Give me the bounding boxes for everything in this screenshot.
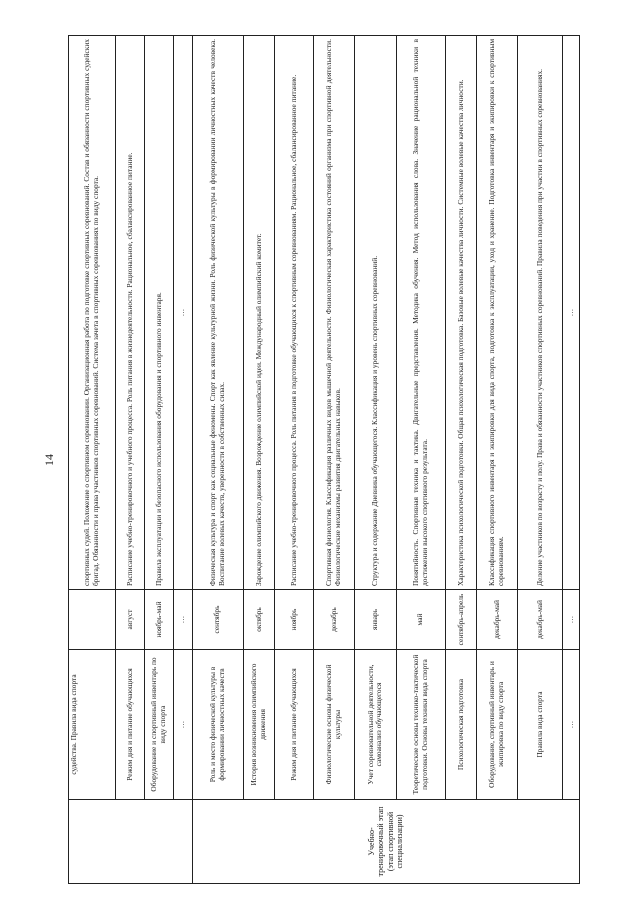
table-row bbox=[476, 35, 517, 883]
content-cell: Спортивная физиология. Классификация различных видов мышечной деятельности. Физиологическая характеристика состояний организма при спортивной деятельности. Физиологические механизмы развития двигательных навыков. bbox=[314, 35, 355, 589]
month-cell bbox=[69, 589, 116, 649]
content-cell: Классификация спортивного инвентаря и экипировки для вида спорта, подготовка к эксплуатации, уход и хранение. Подготовка инвентаря и экипировки к спортивным соревнованиям. bbox=[476, 35, 517, 589]
content-cell: Структура и содержание Дневника обучающегося. Классификация и уровень спортивных соревнований. bbox=[355, 35, 396, 589]
content-cell: Понятийность. Спортивная техника и тактика. Двигательные представления. Методика обучения. Метод использования слова. Значение рациональной техники в достижении высокого спортивного результата. bbox=[396, 35, 445, 589]
topic-cell: Правила вида спорта bbox=[518, 649, 563, 799]
table-row bbox=[396, 35, 445, 883]
month-cell: ноябрь-май bbox=[145, 589, 174, 649]
content-cell: Деление участников по возрасту и полу. Права и обязанности участников спортивных соревнований. Правила поведения при участии в спортивных соревнованиях. bbox=[518, 35, 563, 589]
content-cell: Характеристика психологической подготовки. Общая психологическая подготовка. Базовые волевые качества личности. Системные волевые качества личности. bbox=[446, 35, 477, 589]
month-cell: декабрь bbox=[314, 589, 355, 649]
table-row bbox=[174, 35, 193, 883]
theory-plan-table bbox=[68, 35, 580, 884]
month-cell: январь bbox=[355, 589, 396, 649]
topic-cell: судейства. Правила вида спорта bbox=[69, 649, 116, 799]
topic-cell: Оборудование и спортивный инвентарь по виду спорта bbox=[145, 649, 174, 799]
month-cell: сентябрь bbox=[192, 589, 244, 649]
content-cell: Зарождение олимпийского движения. Возрождение олимпийской идеи. Международный олимпийский комитет. bbox=[244, 35, 275, 589]
stage-cell-empty bbox=[69, 799, 193, 883]
table-row bbox=[69, 35, 116, 883]
month-cell: октябрь bbox=[244, 589, 275, 649]
topic-cell: Режим дня и питание обучающихся bbox=[275, 649, 314, 799]
topic-cell: … bbox=[174, 649, 193, 799]
table-row bbox=[563, 35, 580, 883]
content-cell: Правила эксплуатации и безопасного использования оборудования и спортивного инвентаря. bbox=[145, 35, 174, 589]
content-cell: Расписание учебно-тренировочного и учебного процесса. Роль питания в жизнедеятельности. Рациональное, сбалансированное питание. bbox=[116, 35, 145, 589]
topic-cell: Роль и место физической культуры в формировании личностных качеств bbox=[192, 649, 244, 799]
month-cell: май bbox=[396, 589, 445, 649]
stage-label: Учебно-тренировочный этап (этап спортивной специализации) bbox=[192, 799, 579, 883]
table-row bbox=[355, 35, 396, 883]
month-cell: август bbox=[116, 589, 145, 649]
month-cell: ноябрь bbox=[275, 589, 314, 649]
topic-cell: Психологическая подготовка bbox=[446, 649, 477, 799]
content-cell: … bbox=[563, 35, 580, 589]
table-row bbox=[192, 35, 244, 883]
month-cell: сентябрь-апрель bbox=[446, 589, 477, 649]
page-number: 14 bbox=[42, 453, 56, 466]
month-cell: декабрь-май bbox=[476, 589, 517, 649]
topic-cell: … bbox=[563, 649, 580, 799]
month-cell: декабрь-май bbox=[518, 589, 563, 649]
topic-cell: Учет соревновательной деятельности, самоанализ обучающегося bbox=[355, 649, 396, 799]
topic-cell: Теоретические основы технико-тактической подготовки. Основы техники вида спорта bbox=[396, 649, 445, 799]
table-row bbox=[314, 35, 355, 883]
topic-cell: История возникновения олимпийского движения bbox=[244, 649, 275, 799]
topic-cell: Оборудование, спортивный инвентарь и экипировка по виду спорта bbox=[476, 649, 517, 799]
content-cell: Расписание учебно-тренировочного процесса. Роль питания в подготовке обучающихся к спортивным соревнованиям. Рациональное, сбалансированное питание. bbox=[275, 35, 314, 589]
content-cell: Физическая культура и спорт как социальные феномены. Спорт как явление культурной жизни. Роль физической культуры в формировании личностных качеств человека. Воспитание волевых качеств, уверенности в собственных силах. bbox=[192, 35, 244, 589]
table-row bbox=[244, 35, 275, 883]
month-cell: … bbox=[174, 589, 193, 649]
table-row bbox=[116, 35, 145, 883]
month-cell: … bbox=[563, 589, 580, 649]
topic-cell: Физиологические основы физической культуры bbox=[314, 649, 355, 799]
table-row bbox=[275, 35, 314, 883]
table-row bbox=[446, 35, 477, 883]
content-cell: спортивных судей. Положение о спортивном соревновании. Организационная работа по подготовке спортивных соревнований. Состав и обязанности спортивных судейских бригад. Обязанности и права участников спортивных соревнований. Система зачета в спортивных соревнованиях по виду спорта. bbox=[69, 35, 116, 589]
topic-cell: Режим дня и питание обучающихся bbox=[116, 649, 145, 799]
table-row bbox=[518, 35, 563, 883]
rotated-page bbox=[42, 36, 590, 884]
content-cell: … bbox=[174, 35, 193, 589]
table-row bbox=[145, 35, 174, 883]
